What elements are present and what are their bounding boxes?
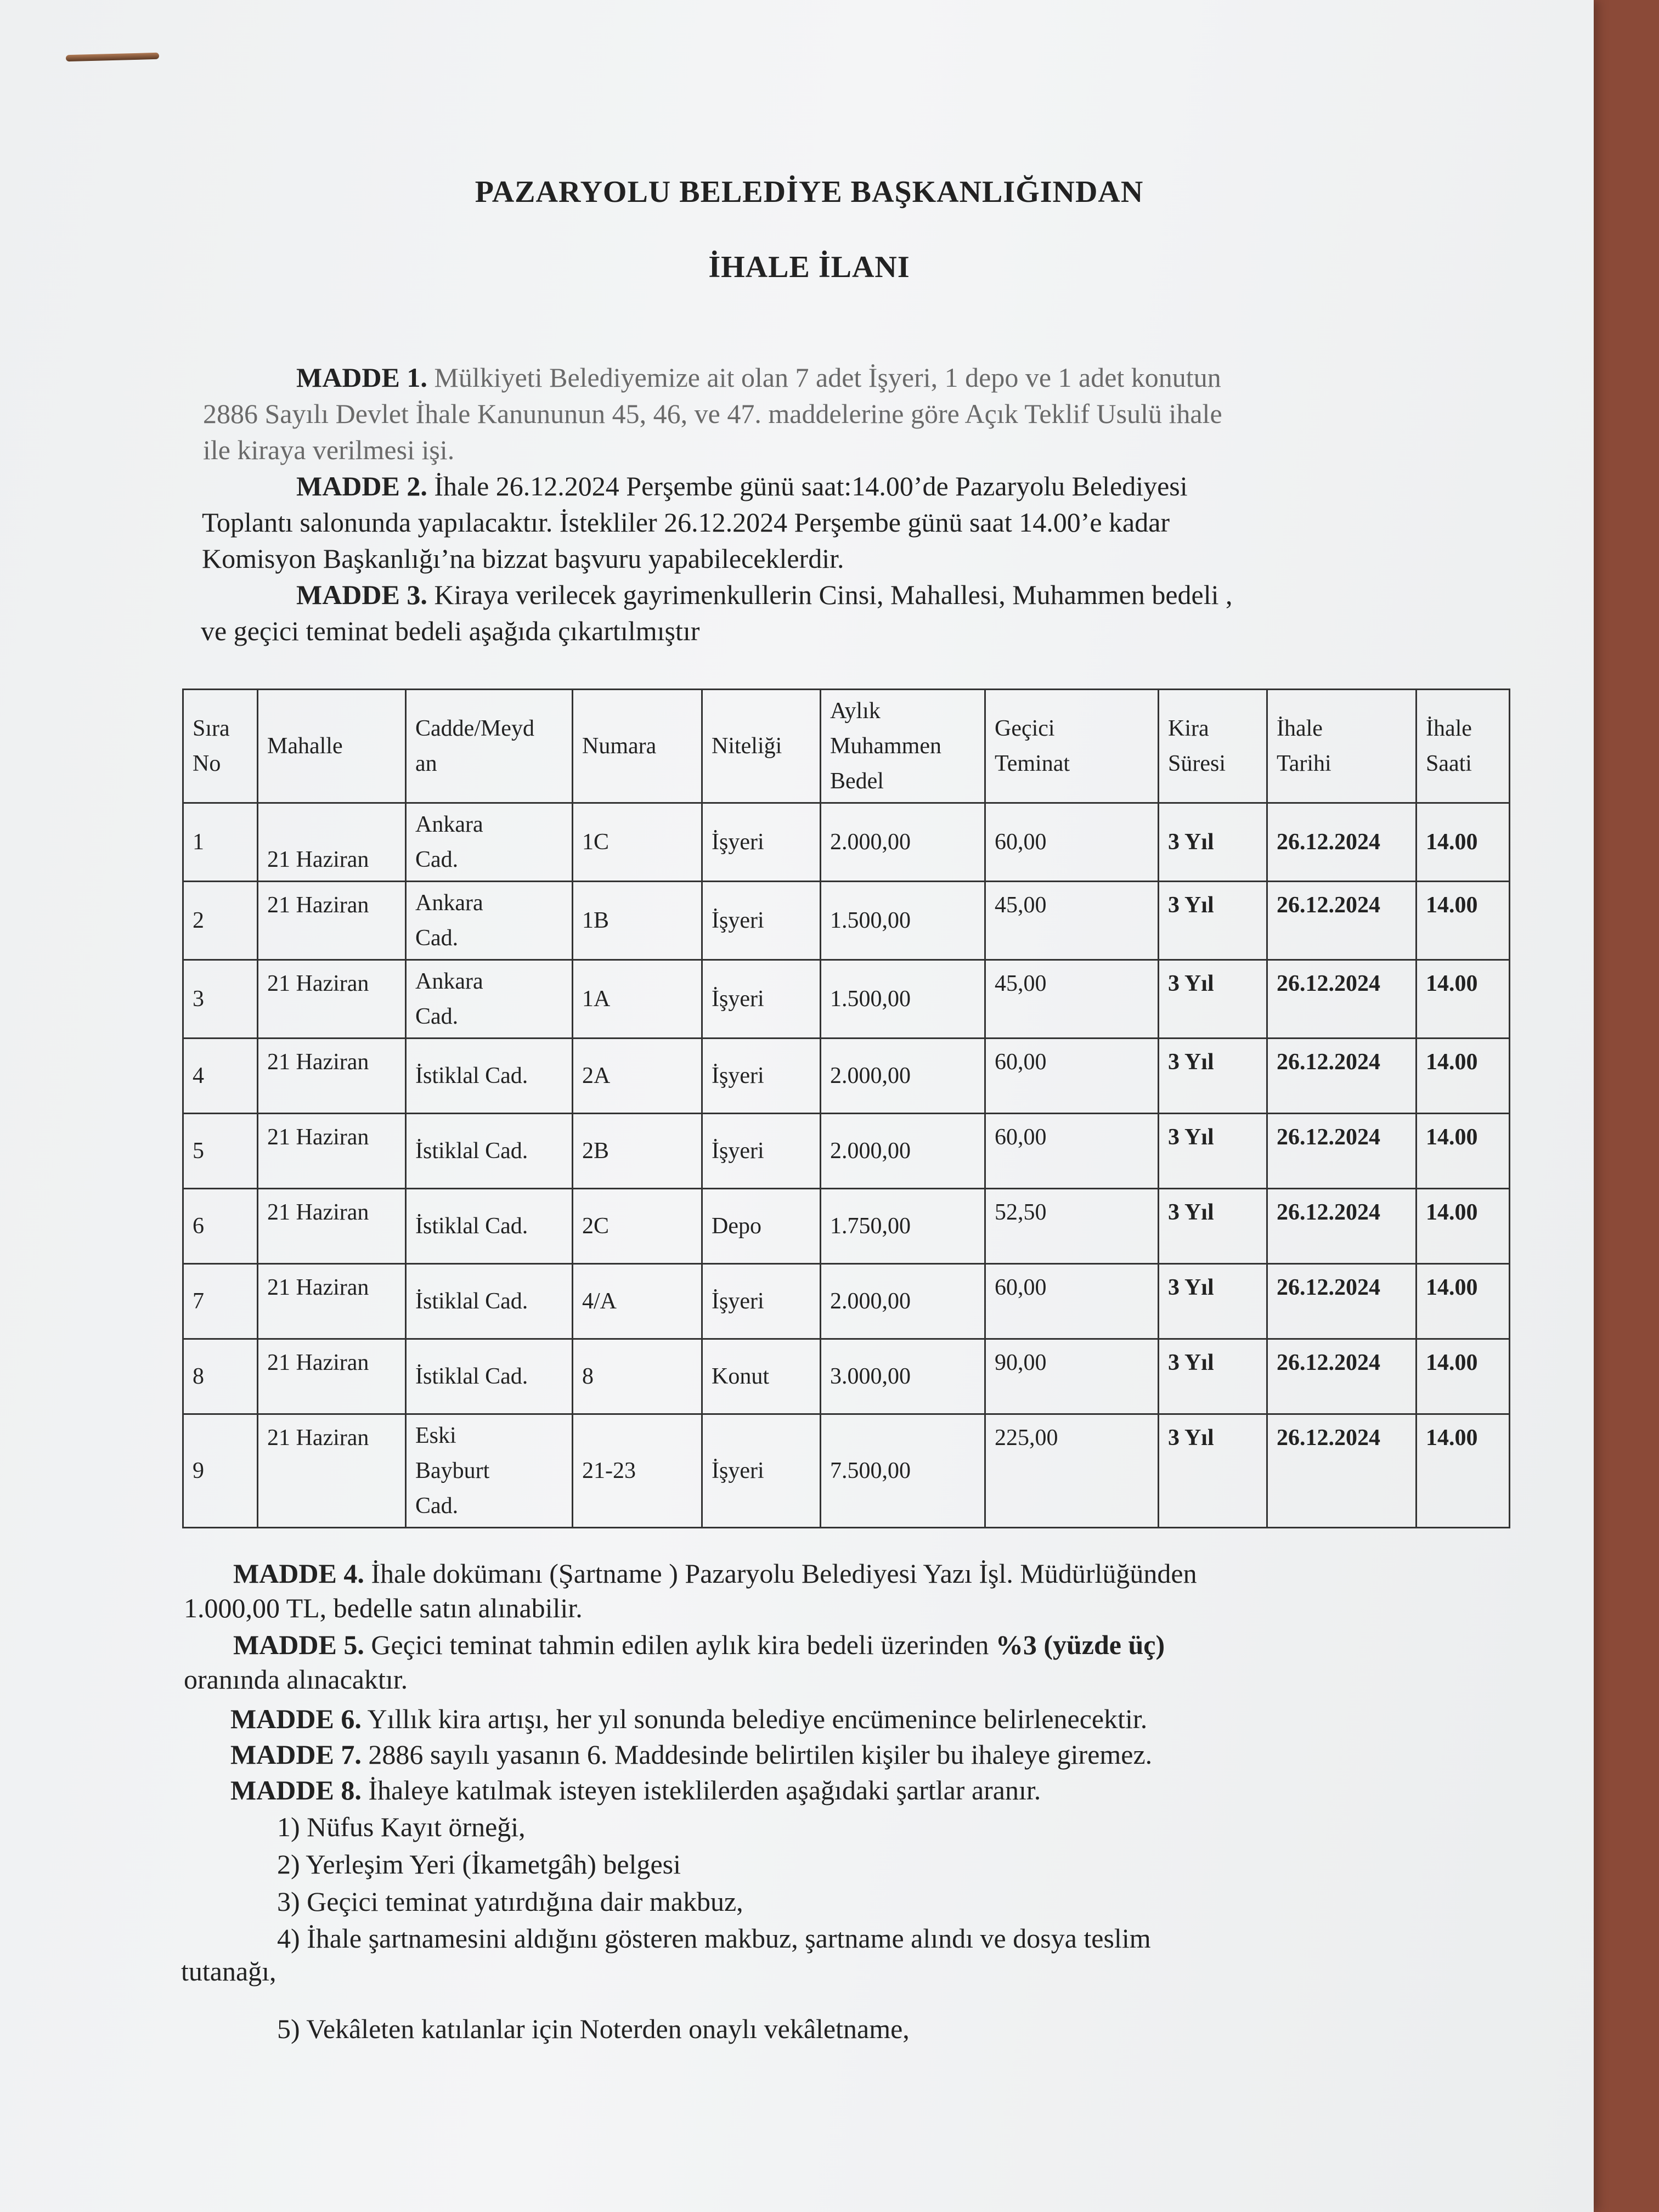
requirement-2: 2) Yerleşim Yeri (İkametgâh) belgesi xyxy=(277,1849,681,1880)
requirement-5: 5) Vekâleten katılanlar için Noterden onaylı vekâletname, xyxy=(277,2013,910,2044)
cell-cadde: Ankara Cad. xyxy=(406,882,573,960)
cell-tarih: 26.12.2024 xyxy=(1267,1264,1417,1339)
header-ihale-saati: İhale Saati xyxy=(1417,690,1510,803)
table-header-row xyxy=(183,690,1510,803)
table-row xyxy=(183,1414,1510,1528)
article-7-label: MADDE 7. xyxy=(230,1739,362,1770)
article-5-line-2: oranında alınacaktır. xyxy=(184,1664,408,1695)
article-4-text-1: İhale dokümanı (Şartname ) Pazaryolu Belediyesi Yazı İşl. Müdürlüğünden xyxy=(371,1558,1197,1589)
article-6-text: Yıllık kira artışı, her yıl sonunda belediye encümenince belirlenecektir. xyxy=(367,1703,1148,1734)
header-nitelik: Niteliği xyxy=(702,690,821,803)
requirement-4: 4) İhale şartnamesini aldığını gösteren makbuz, şartname alındı ve dosya teslim xyxy=(277,1923,1151,1954)
article-2-label: MADDE 2. xyxy=(296,471,427,501)
cell-tarih: 26.12.2024 xyxy=(1267,1039,1417,1114)
cell-tarih: 26.12.2024 xyxy=(1267,882,1417,960)
article-6 xyxy=(230,1701,1147,1737)
cell-nitelik: İşyeri xyxy=(702,803,821,882)
cell-tarih: 26.12.2024 xyxy=(1267,1339,1417,1414)
cell-mahalle: 21 Haziran xyxy=(258,882,406,960)
cell-sure: 3 Yıl xyxy=(1159,1414,1267,1528)
cell-cadde: İstiklal Cad. xyxy=(406,1264,573,1339)
article-5-line-1 xyxy=(233,1627,1165,1663)
cell-nitelik: İşyeri xyxy=(702,1414,821,1528)
cell-teminat: 225,00 xyxy=(985,1414,1159,1528)
cell-numara: 1C xyxy=(573,803,702,882)
cell-tarih: 26.12.2024 xyxy=(1267,803,1417,882)
cell-numara: 2B xyxy=(573,1114,702,1189)
cell-mahalle: 21 Haziran xyxy=(258,960,406,1039)
cell-numara: 8 xyxy=(573,1339,702,1414)
cell-saat: 14.00 xyxy=(1417,1414,1510,1528)
cell-bedel: 1.500,00 xyxy=(821,960,985,1039)
table-row xyxy=(183,882,1510,960)
article-4-line-1 xyxy=(233,1555,1197,1592)
cell-sure: 3 Yıl xyxy=(1159,1339,1267,1414)
cell-cadde: İstiklal Cad. xyxy=(406,1039,573,1114)
cell-tarih: 26.12.2024 xyxy=(1267,960,1417,1039)
article-2-line-3: Komisyon Başkanlığı’na bizzat başvuru yapabileceklerdir. xyxy=(202,543,844,574)
authority-title: PAZARYOLU BELEDİYE BAŞKANLIĞINDAN xyxy=(475,175,1144,209)
cell-bedel: 1.500,00 xyxy=(821,882,985,960)
article-2-text-1: İhale 26.12.2024 Perşembe günü saat:14.00’de Pazaryolu Belediyesi xyxy=(434,471,1188,501)
article-1-line-3: ile kiraya verilmesi işi. xyxy=(203,435,455,465)
cell-no: 1 xyxy=(183,803,258,882)
article-3-line-1 xyxy=(296,577,1233,613)
article-7-text: 2886 sayılı yasanın 6. Maddesinde belirtilen kişiler bu ihaleye giremez. xyxy=(368,1739,1153,1770)
cell-teminat: 90,00 xyxy=(985,1339,1159,1414)
cell-tarih: 26.12.2024 xyxy=(1267,1189,1417,1264)
cell-nitelik: İşyeri xyxy=(702,1039,821,1114)
article-3-text-1: Kiraya verilecek gayrimenkullerin Cinsi, Mahallesi, Muhammen bedeli , xyxy=(434,579,1233,610)
staple-mark xyxy=(66,53,159,61)
header-ihale-tarihi: İhale Tarihi xyxy=(1267,690,1417,803)
cell-cadde: Ankara Cad. xyxy=(406,960,573,1039)
article-1-line-1 xyxy=(296,359,1221,396)
header-teminat: Geçici Teminat xyxy=(985,690,1159,803)
property-table xyxy=(182,689,1510,1528)
cell-no: 2 xyxy=(183,882,258,960)
cell-tarih: 26.12.2024 xyxy=(1267,1414,1417,1528)
cell-mahalle: 21 Haziran xyxy=(258,1339,406,1414)
table-row xyxy=(183,1339,1510,1414)
cell-bedel: 1.750,00 xyxy=(821,1189,985,1264)
article-1-text-1: Mülkiyeti Belediyemize ait olan 7 adet İşyeri, 1 depo ve 1 adet konutun xyxy=(434,362,1221,393)
header-kira-suresi: Kira Süresi xyxy=(1159,690,1267,803)
article-1-label: MADDE 1. xyxy=(296,362,427,393)
cell-no: 8 xyxy=(183,1339,258,1414)
table-row xyxy=(183,1039,1510,1114)
cell-teminat: 60,00 xyxy=(985,1039,1159,1114)
cell-numara: 2A xyxy=(573,1039,702,1114)
cell-sure: 3 Yıl xyxy=(1159,882,1267,960)
cell-mahalle: 21 Haziran xyxy=(258,803,406,882)
cell-nitelik: Konut xyxy=(702,1339,821,1414)
cell-mahalle: 21 Haziran xyxy=(258,1189,406,1264)
table-row xyxy=(183,1189,1510,1264)
header-cadde: Cadde/Meyd an xyxy=(406,690,573,803)
cell-saat: 14.00 xyxy=(1417,803,1510,882)
cell-cadde: Ankara Cad. xyxy=(406,803,573,882)
cell-nitelik: İşyeri xyxy=(702,882,821,960)
cell-teminat: 52,50 xyxy=(985,1189,1159,1264)
cell-saat: 14.00 xyxy=(1417,1039,1510,1114)
cell-numara: 21-23 xyxy=(573,1414,702,1528)
cell-saat: 14.00 xyxy=(1417,1189,1510,1264)
table-row xyxy=(183,1114,1510,1189)
article-2-line-1 xyxy=(296,468,1188,504)
cell-cadde: İstiklal Cad. xyxy=(406,1189,573,1264)
cell-sure: 3 Yıl xyxy=(1159,1189,1267,1264)
cell-no: 9 xyxy=(183,1414,258,1528)
header-sira-no: Sıra No xyxy=(183,690,258,803)
article-3-label: MADDE 3. xyxy=(296,579,427,610)
cell-bedel: 2.000,00 xyxy=(821,1039,985,1114)
cell-sure: 3 Yıl xyxy=(1159,1114,1267,1189)
article-8-label: MADDE 8. xyxy=(230,1775,362,1805)
table-row xyxy=(183,1264,1510,1339)
cell-cadde: Eski Bayburt Cad. xyxy=(406,1414,573,1528)
table-row xyxy=(183,803,1510,882)
requirement-3: 3) Geçici teminat yatırdığına dair makbuz, xyxy=(277,1886,743,1917)
cell-saat: 14.00 xyxy=(1417,1339,1510,1414)
table-row xyxy=(183,960,1510,1039)
cell-nitelik: İşyeri xyxy=(702,1264,821,1339)
cell-teminat: 60,00 xyxy=(985,803,1159,882)
cell-nitelik: Depo xyxy=(702,1189,821,1264)
requirement-1: 1) Nüfus Kayıt örneği, xyxy=(277,1812,526,1842)
article-4-label: MADDE 4. xyxy=(233,1558,364,1589)
cell-sure: 3 Yıl xyxy=(1159,1039,1267,1114)
cell-teminat: 60,00 xyxy=(985,1264,1159,1339)
cell-mahalle: 21 Haziran xyxy=(258,1114,406,1189)
cell-nitelik: İşyeri xyxy=(702,960,821,1039)
cell-no: 7 xyxy=(183,1264,258,1339)
cell-numara: 4/A xyxy=(573,1264,702,1339)
article-8-text: İhaleye katılmak isteyen isteklilerden aşağıdaki şartlar aranır. xyxy=(368,1775,1041,1805)
header-bedel: Aylık Muhammen Bedel xyxy=(821,690,985,803)
cell-no: 6 xyxy=(183,1189,258,1264)
cell-bedel: 2.000,00 xyxy=(821,1264,985,1339)
article-5-rate: %3 (yüzde üç) xyxy=(995,1629,1165,1660)
cell-teminat: 60,00 xyxy=(985,1114,1159,1189)
cell-saat: 14.00 xyxy=(1417,1264,1510,1339)
cell-mahalle: 21 Haziran xyxy=(258,1039,406,1114)
header-numara: Numara xyxy=(573,690,702,803)
cell-cadde: İstiklal Cad. xyxy=(406,1114,573,1189)
cell-sure: 3 Yıl xyxy=(1159,960,1267,1039)
article-7 xyxy=(230,1736,1152,1773)
cell-no: 5 xyxy=(183,1114,258,1189)
cell-no: 3 xyxy=(183,960,258,1039)
cell-saat: 14.00 xyxy=(1417,960,1510,1039)
cell-no: 4 xyxy=(183,1039,258,1114)
article-3-line-2: ve geçici teminat bedeli aşağıda çıkartılmıştır xyxy=(201,616,700,646)
cell-bedel: 2.000,00 xyxy=(821,803,985,882)
article-4-line-2: 1.000,00 TL, bedelle satın alınabilir. xyxy=(184,1593,583,1623)
cell-saat: 14.00 xyxy=(1417,1114,1510,1189)
cell-sure: 3 Yıl xyxy=(1159,1264,1267,1339)
cell-bedel: 7.500,00 xyxy=(821,1414,985,1528)
cell-numara: 1B xyxy=(573,882,702,960)
cell-saat: 14.00 xyxy=(1417,882,1510,960)
cell-bedel: 3.000,00 xyxy=(821,1339,985,1414)
article-8 xyxy=(230,1772,1041,1808)
cell-tarih: 26.12.2024 xyxy=(1267,1114,1417,1189)
cell-numara: 1A xyxy=(573,960,702,1039)
article-2-line-2: Toplantı salonunda yapılacaktır. İstekliler 26.12.2024 Perşembe günü saat 14.00’e kadar xyxy=(202,507,1170,538)
notice-title: İHALE İLANI xyxy=(708,250,910,284)
cell-numara: 2C xyxy=(573,1189,702,1264)
cell-cadde: İstiklal Cad. xyxy=(406,1339,573,1414)
article-1-line-2: 2886 Sayılı Devlet İhale Kanununun 45, 46, ve 47. maddelerine göre Açık Teklif Usulü ihale xyxy=(203,398,1222,429)
article-5-label: MADDE 5. xyxy=(233,1629,364,1660)
cell-mahalle: 21 Haziran xyxy=(258,1414,406,1528)
cell-mahalle: 21 Haziran xyxy=(258,1264,406,1339)
cell-nitelik: İşyeri xyxy=(702,1114,821,1189)
cell-sure: 3 Yıl xyxy=(1159,803,1267,882)
cell-teminat: 45,00 xyxy=(985,882,1159,960)
header-mahalle: Mahalle xyxy=(258,690,406,803)
article-5-text-1: Geçici teminat tahmin edilen aylık kira bedeli üzerinden xyxy=(371,1629,989,1660)
cell-bedel: 2.000,00 xyxy=(821,1114,985,1189)
cell-teminat: 45,00 xyxy=(985,960,1159,1039)
requirement-4-continued: tutanağı, xyxy=(181,1956,276,1987)
article-6-label: MADDE 6. xyxy=(230,1703,362,1734)
